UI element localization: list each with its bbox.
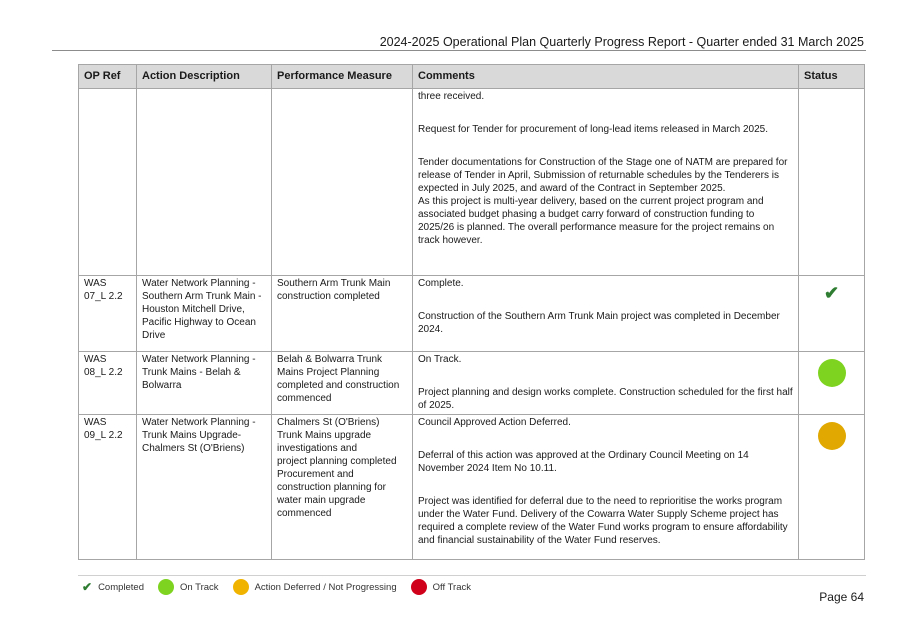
green-circle-icon xyxy=(158,579,174,595)
table-row xyxy=(79,352,865,415)
legend-item-completed xyxy=(82,580,144,594)
column-header-op-ref: OP Ref xyxy=(79,65,137,89)
column-header-performance: Performance Measure xyxy=(272,65,413,89)
status-cell xyxy=(799,89,865,276)
legend-label: Action Deferred / Not Progressing xyxy=(254,581,397,593)
comment-text: Tender documentations for Construction of the Stage one of NATM are prepared for release of Tender in April, Submission of returnable schedules by the Tenderers is expected in July 2025, and award of the Contract in September 2025. xyxy=(418,157,788,194)
op-ref-cell: WAS 09_L 2.2 xyxy=(79,415,137,560)
comment-text: As this project is multi-year delivery, based on the current project program and associated budget phasing a budget carry forward of construction funding to 2025/26 is planned. The overall performance measure for the project remains on track however. xyxy=(418,196,775,246)
table-row xyxy=(79,415,865,560)
comments-cell xyxy=(413,352,799,415)
legend-item-off-track xyxy=(411,579,471,595)
column-header-status: Status xyxy=(799,65,865,89)
performance-text: Chalmers St (O'Briens) Trunk Mains upgrade investigations and xyxy=(277,417,380,454)
performance-cell: Belah & Bolwarra Trunk Mains Project Planning completed and construction commenced xyxy=(272,352,413,415)
status-legend xyxy=(82,579,485,595)
performance-text: project planning completed xyxy=(277,456,397,467)
action-cell: Water Network Planning - Trunk Mains Upgrade-Chalmers St (O'Briens) xyxy=(137,415,272,560)
comment-text: Council Approved Action Deferred. xyxy=(418,417,571,428)
legend-label: Completed xyxy=(98,581,145,593)
page-number: Page 64 xyxy=(819,590,864,604)
red-circle-icon xyxy=(411,579,427,595)
header-divider xyxy=(52,50,866,51)
comment-text: Complete. xyxy=(418,278,464,289)
comment-text: Deferral of this action was approved at the Ordinary Council Meeting on 14 November 2024 Item No 10.11. xyxy=(418,450,749,474)
performance-cell xyxy=(272,415,413,560)
comment-text: On Track. xyxy=(418,354,462,365)
table-row-continuation xyxy=(79,89,865,276)
column-header-action: Action Description xyxy=(137,65,272,89)
comments-cell xyxy=(413,89,799,276)
report-title: 2024-2025 Operational Plan Quarterly Progress Report - Quarter ended 31 March 2025 xyxy=(379,35,864,49)
legend-item-on-track xyxy=(158,579,219,595)
action-cell: Water Network Planning - Trunk Mains - Belah & Bolwarra xyxy=(137,352,272,415)
op-ref-cell xyxy=(79,89,137,276)
table-row xyxy=(79,276,865,352)
op-ref-cell: WAS 07_L 2.2 xyxy=(79,276,137,352)
action-cell: Water Network Planning - Southern Arm Trunk Main - Houston Mitchell Drive, Pacific Highway to Ocean Drive xyxy=(137,276,272,352)
legend-label: On Track xyxy=(180,581,219,593)
on-track-status-icon xyxy=(818,359,846,387)
performance-cell: Southern Arm Trunk Main construction completed xyxy=(272,276,413,352)
table-header-row xyxy=(79,65,865,89)
comment-text: Request for Tender for procurement of long-lead items released in March 2025. xyxy=(418,124,769,135)
column-header-comments: Comments xyxy=(413,65,799,89)
comment-text: Project planning and design works complete. Construction scheduled for the first half of 2025. xyxy=(418,387,793,411)
deferred-status-icon xyxy=(818,422,846,450)
checkmark-icon: ✔ xyxy=(82,580,93,594)
action-cell xyxy=(137,89,272,276)
status-cell xyxy=(799,276,865,352)
checkmark-icon: ✔ xyxy=(823,283,840,303)
comment-text: three received. xyxy=(418,91,485,102)
comments-cell xyxy=(413,276,799,352)
performance-text: Procurement and construction planning for water main upgrade commenced xyxy=(277,469,386,519)
legend-label: Off Track xyxy=(432,581,471,593)
comments-cell xyxy=(413,415,799,560)
performance-cell xyxy=(272,89,413,276)
amber-circle-icon xyxy=(233,579,249,595)
comment-text: Construction of the Southern Arm Trunk Main project was completed in December 2024. xyxy=(418,311,780,335)
status-cell xyxy=(799,352,865,415)
comment-text: Project was identified for deferral due to the need to reprioritise the works program under the Water Fund. Delivery of the Cowarra Water Supply Scheme project has required a complete review of the Water Fund works program to ensure affordability and financial sustainability of the Water Fund reserves. xyxy=(418,496,788,546)
op-ref-cell: WAS 08_L 2.2 xyxy=(79,352,137,415)
status-cell xyxy=(799,415,865,560)
footer-divider xyxy=(78,575,866,576)
legend-item-deferred xyxy=(233,579,397,595)
progress-table xyxy=(78,64,865,560)
